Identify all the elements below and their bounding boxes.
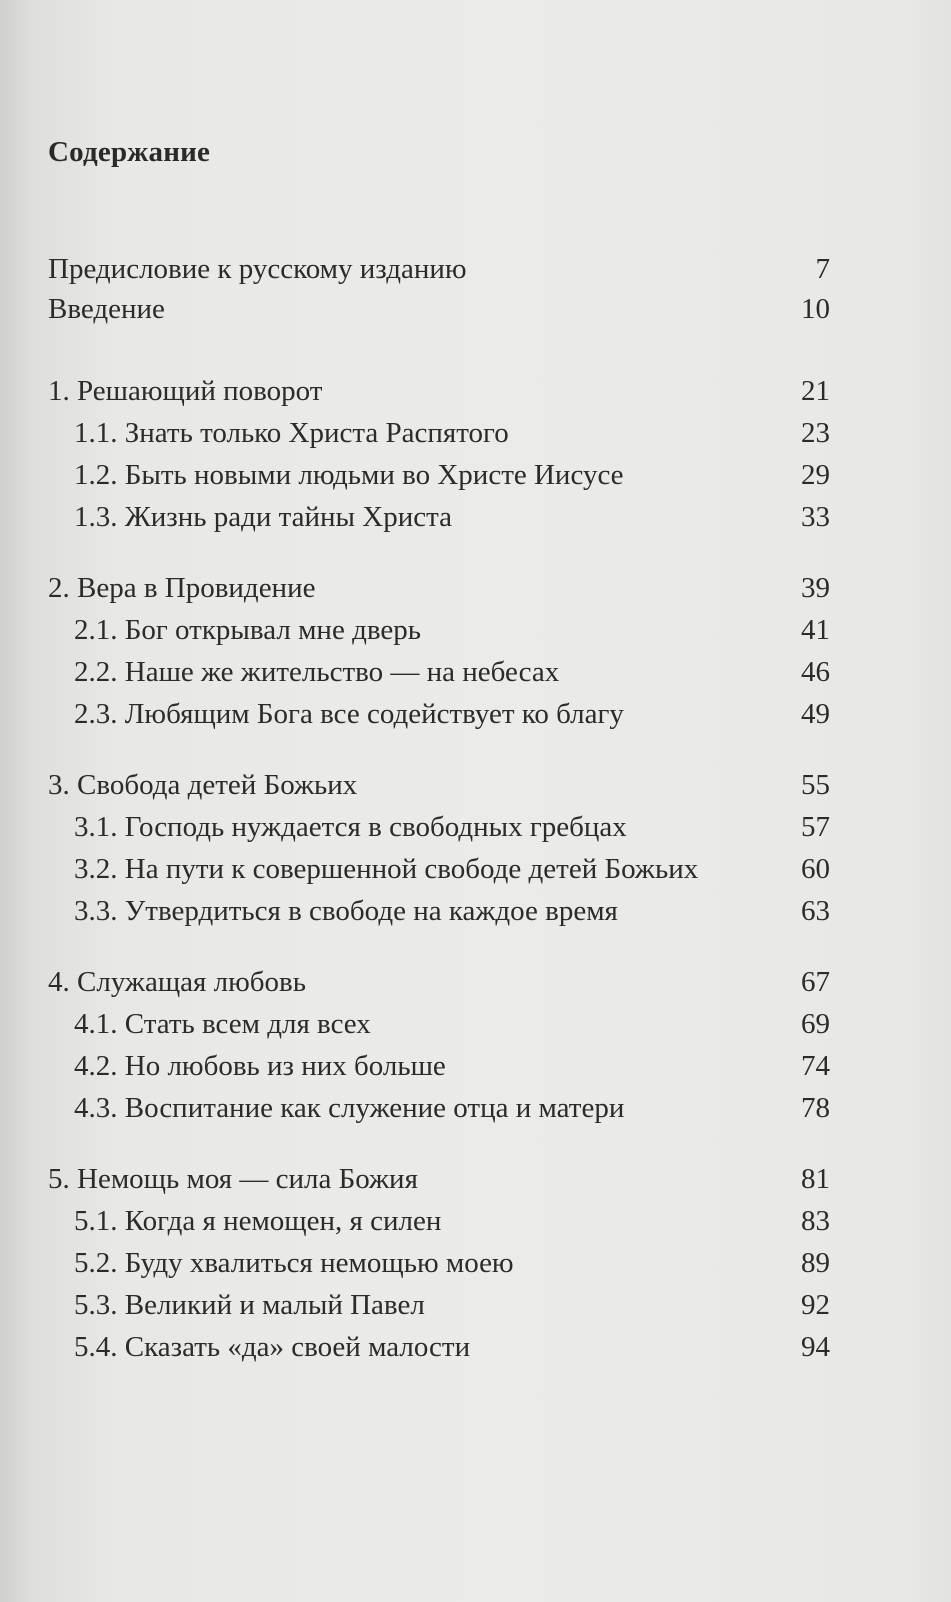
toc-subentry <box>48 806 830 848</box>
toc-entry-title: 2.1. Бог открывал мне дверь <box>74 614 421 646</box>
toc-entry-title: 5.3. Великий и малый Павел <box>74 1289 425 1321</box>
toc-chapter <box>48 1158 830 1200</box>
toc-entry-page: 49 <box>801 698 830 730</box>
toc-chapter <box>48 567 830 609</box>
toc-subentry <box>48 1200 830 1242</box>
toc-entry-page: 7 <box>815 253 830 285</box>
toc-entry-title: Предисловие к русскому изданию <box>48 253 467 285</box>
toc-subentry <box>48 1045 830 1087</box>
toc-entry-page: 21 <box>801 375 830 407</box>
toc-subentry <box>48 1087 830 1129</box>
toc-chapter <box>48 370 830 412</box>
toc-entry-page: 33 <box>801 501 830 533</box>
toc-subentry <box>48 1242 830 1284</box>
toc-entry-page: 60 <box>801 853 830 885</box>
toc-entry-page: 46 <box>801 656 830 688</box>
toc-entry-title: 1.3. Жизнь ради тайны Христа <box>74 501 453 533</box>
toc-entry-page: 10 <box>801 293 830 325</box>
toc-entry-page: 23 <box>801 417 830 449</box>
toc-subentry <box>48 496 830 538</box>
toc-subentry <box>48 693 830 735</box>
toc-subentry <box>48 1003 830 1045</box>
toc-entry-title: Введение <box>48 293 165 325</box>
toc-entry-page: 94 <box>801 1331 830 1363</box>
toc-entry-title: 1.1. Знать только Христа Распятого <box>74 417 509 449</box>
toc-entry-title: 4.2. Но любовь из них больше <box>74 1050 446 1082</box>
toc-subentry <box>48 609 830 651</box>
toc-heading: Содержание <box>48 136 211 168</box>
toc-entry <box>48 248 830 290</box>
toc-entry-page: 74 <box>801 1050 830 1082</box>
toc-entry-page: 57 <box>801 811 830 843</box>
toc-entry-title: 2. Вера в Провидение <box>48 572 316 604</box>
toc-subentry <box>48 454 830 496</box>
toc-entry-page: 89 <box>801 1247 830 1279</box>
toc-entry-page: 78 <box>801 1092 830 1124</box>
toc-entry-title: 3. Свобода детей Божьих <box>48 769 358 801</box>
toc-subentry <box>48 1284 830 1326</box>
toc-subentry <box>48 412 830 454</box>
toc-entry-page: 39 <box>801 572 830 604</box>
toc-entry-page: 83 <box>801 1205 830 1237</box>
toc-entry-title: 3.2. На пути к совершенной свободе детей Божьих <box>74 853 699 885</box>
toc-entry-title: 3.1. Господь нуждается в свободных гребцах <box>74 811 627 843</box>
toc-entry-title: 4.3. Воспитание как служение отца и матери <box>74 1092 625 1124</box>
toc-entry-title: 4.1. Стать всем для всех <box>74 1008 371 1040</box>
toc-entry-title: 2.2. Наше же жительство — на небесах <box>74 656 560 688</box>
toc-entry-title: 5.4. Сказать «да» своей малости <box>74 1331 471 1363</box>
toc-subentry <box>48 651 830 693</box>
toc-entry <box>48 288 830 330</box>
toc-entry-title: 1.2. Быть новыми людьми во Христе Иисусе <box>74 459 624 491</box>
toc-entry-title: 1. Решающий поворот <box>48 375 323 407</box>
toc-entry-title: 5. Немощь моя — сила Божия <box>48 1163 418 1195</box>
toc-subentry <box>48 1326 830 1368</box>
toc-chapter <box>48 961 830 1003</box>
toc-entry-title: 5.1. Когда я немощен, я силен <box>74 1205 442 1237</box>
toc-subentry <box>48 890 830 932</box>
toc-entry-page: 69 <box>801 1008 830 1040</box>
toc-entry-title: 3.3. Утвердиться в свободе на каждое время <box>74 895 618 927</box>
toc-chapter <box>48 764 830 806</box>
toc-subentry <box>48 848 830 890</box>
toc-entry-title: 4. Служащая любовь <box>48 966 306 998</box>
toc-entry-page: 63 <box>801 895 830 927</box>
toc-entry-page: 41 <box>801 614 830 646</box>
toc-entry-title: 2.3. Любящим Бога все содействует ко благу <box>74 698 624 730</box>
toc-entry-page: 67 <box>801 966 830 998</box>
toc-entry-page: 81 <box>801 1163 830 1195</box>
toc-entry-page: 29 <box>801 459 830 491</box>
toc-entry-page: 55 <box>801 769 830 801</box>
toc-entry-title: 5.2. Буду хвалиться немощью моею <box>74 1247 514 1279</box>
toc-entry-page: 92 <box>801 1289 830 1321</box>
